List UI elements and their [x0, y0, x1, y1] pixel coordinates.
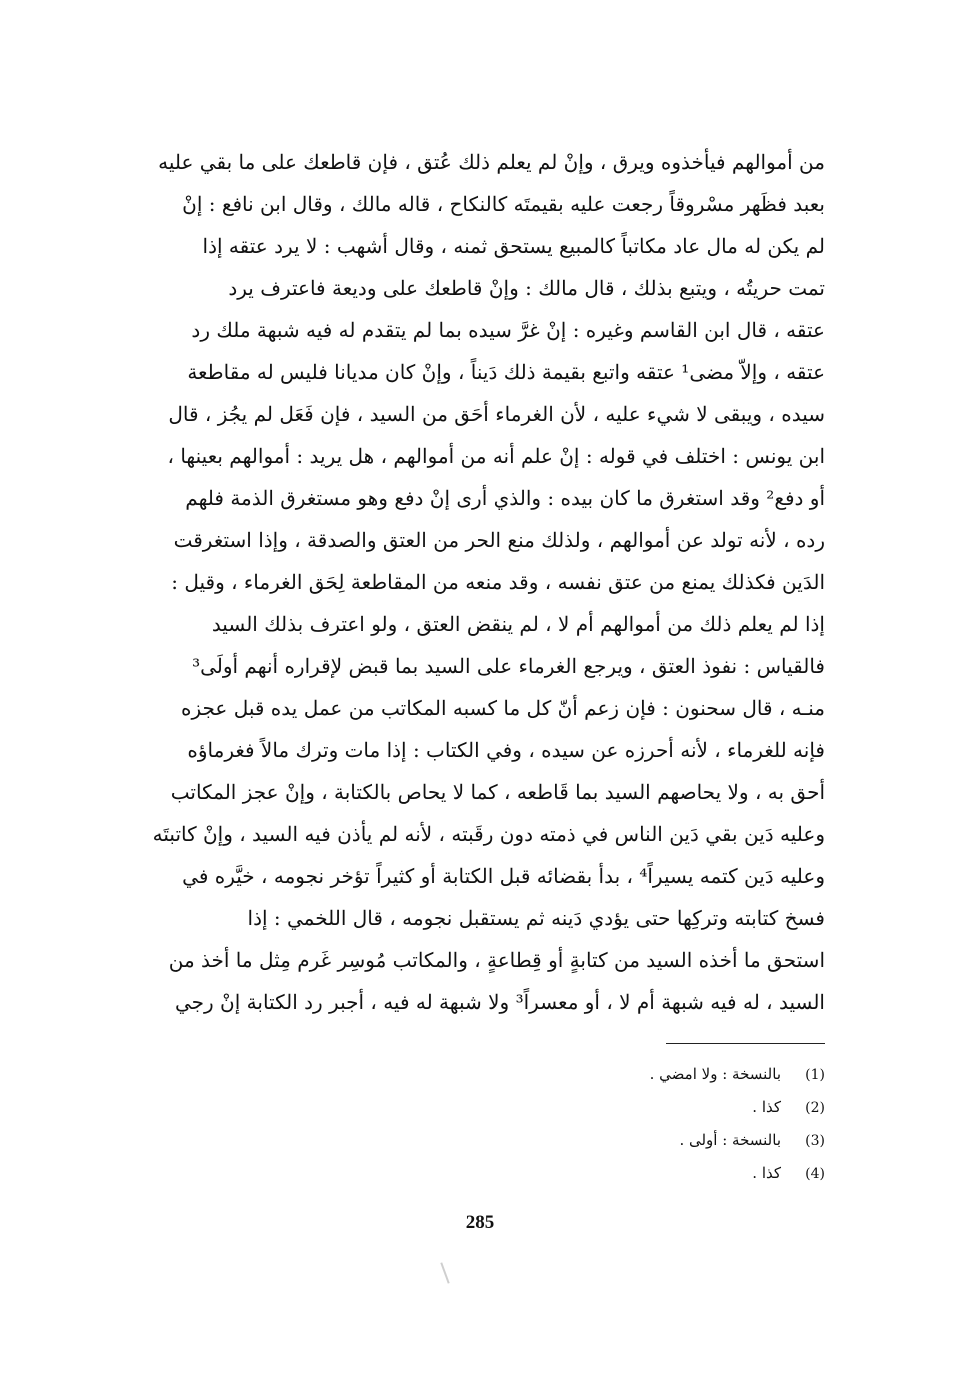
footnote-number: (2): [805, 1100, 825, 1116]
page-number: 285: [465, 1212, 495, 1233]
text-line: أحق به ، ولا يحاصهم السيد بما قَاطعه ، كما لا يحاص بالكتابة ، وإنْ عجز المكاتب: [170, 780, 825, 804]
text-line: لم يكن له مال عاد مكاتباً كالمبيع يستحق ثمنه ، وقال أشهب : لا يرد عتقه إذا: [202, 234, 825, 258]
text-line: إذا لم يعلم ذلك من أموالهم أم لا ، لم ينقض العتق ، ولو اعترف بذلك السيد: [211, 612, 825, 636]
footnote-text: كذا .: [752, 1098, 781, 1116]
text-line: عتقه ، قال ابن القاسم وغيره : إنْ غرَّ سيده بما لم يتقدم له فيه شبهة ملك رد: [191, 318, 825, 342]
footnote-number: (3): [805, 1133, 825, 1149]
footnote-separator: [666, 1043, 825, 1044]
text-line: الدَين فكذلك يمنع من عتق نفسه ، وقد منعه من المقاطعة لِحَق الغرماء ، وقيل :: [171, 570, 825, 594]
footnote-number: (4): [805, 1166, 825, 1182]
footnote-item: [500, 1124, 825, 1157]
footnote-text: كذا .: [752, 1164, 781, 1182]
main-text-block: [150, 141, 825, 1023]
text-line: فالقياس : نفوذ العتق ، ويرجع الغرماء على السيد بما قبض لإقراره أنهم أولَى³: [192, 654, 825, 678]
text-line: وعليه دَين كتمه يسيراً⁴ ، بدأ بقضائه قبل الكتابة أو كثيراً تؤخر نجومه ، خيَّره في: [182, 864, 825, 888]
text-line: منـه ، قال سحنون : فإن زعم أنّ كل ما كسبه المكاتب من عمل يده قبل عجزه: [180, 696, 825, 720]
footnote-text: بالنسخة : ولا امضي .: [649, 1065, 781, 1083]
text-line: تمت حريتُه ، ويتبع بذلك ، قال مالك : وإنْ قاطعك على وديعة فاعترف يرد: [228, 276, 825, 300]
footnote-item: [500, 1058, 825, 1091]
footnote-number: (1): [805, 1067, 825, 1083]
text-line: استحق ما أخذه السيد من كتابةٍ أو قِطاعةٍ ، والمكاتب مُوسِر غَرم مِثل ما أخذ من: [168, 948, 825, 972]
text-line: بعبد فظَهر مسْروقاً رجعت عليه بقيمتَه كالنكاح ، قاله مالك ، وقال ابن نافع : إنْ: [182, 192, 825, 216]
footnote-item: [500, 1091, 825, 1124]
text-line: رده ، لأنه تولد عن أموالهم ، ولذلك منع الحر من العتق والصدقة ، وإذا استغرقت: [173, 528, 825, 552]
footnotes: [500, 1058, 825, 1190]
text-line: وعليه دَين بقي دَين الناس في ذمته دون رقَبته ، لأنه لم يأذن فيه السيد ، وإنْ كاتبتَه: [152, 822, 825, 846]
text-line: من أموالهم فيأخذوه ويرق ، وإنْ لم يعلم ذلك عُتق ، فإن قاطعك على ما بقي عليه: [158, 150, 825, 174]
text-line: ابن يونس : اختلف في قوله : إنْ علم أنه من أموالهم ، هل يريد : أموالهم بعينها ،: [167, 444, 825, 468]
text-line: فسخ كتابته وتركِها حتى يؤدي دَينه ثم يستقبل نجومه ، قال اللخمي : إذا: [247, 906, 825, 930]
scan-artifact: [440, 1262, 449, 1283]
text-line: سيده ، ويبقى لا شيء عليه ، لأن الغرماء أحَق من السيد ، فإن فَعَل لم يجُز ، قال: [168, 402, 825, 426]
text-line: فإنه للغرماء ، لأنه أحرزه عن سيده ، وفي الكتاب : إذا مات وترك مالاً فغرماؤه: [187, 738, 825, 762]
footnote-text: بالنسخة : أولى .: [679, 1131, 781, 1149]
text-line: السيد ، له فيه شبهة أم لا ، أو معسراً³ ولا شبهة له فيه ، أجبر رد الكتابة إنْ رجي: [175, 990, 825, 1014]
text-line: أو دفع² وقد استغرق ما كان بيده : والذي أرى إنْ دفع وهو مستغرق الذمة فلهم: [185, 486, 825, 510]
text-line: عتقه ، وإلاّ مضى¹ عتقه واتبع بقيمة ذلك دَيناً ، وإنْ كان مديانا فليس له مقاطعة: [187, 360, 825, 384]
footnote-item: [500, 1157, 825, 1190]
